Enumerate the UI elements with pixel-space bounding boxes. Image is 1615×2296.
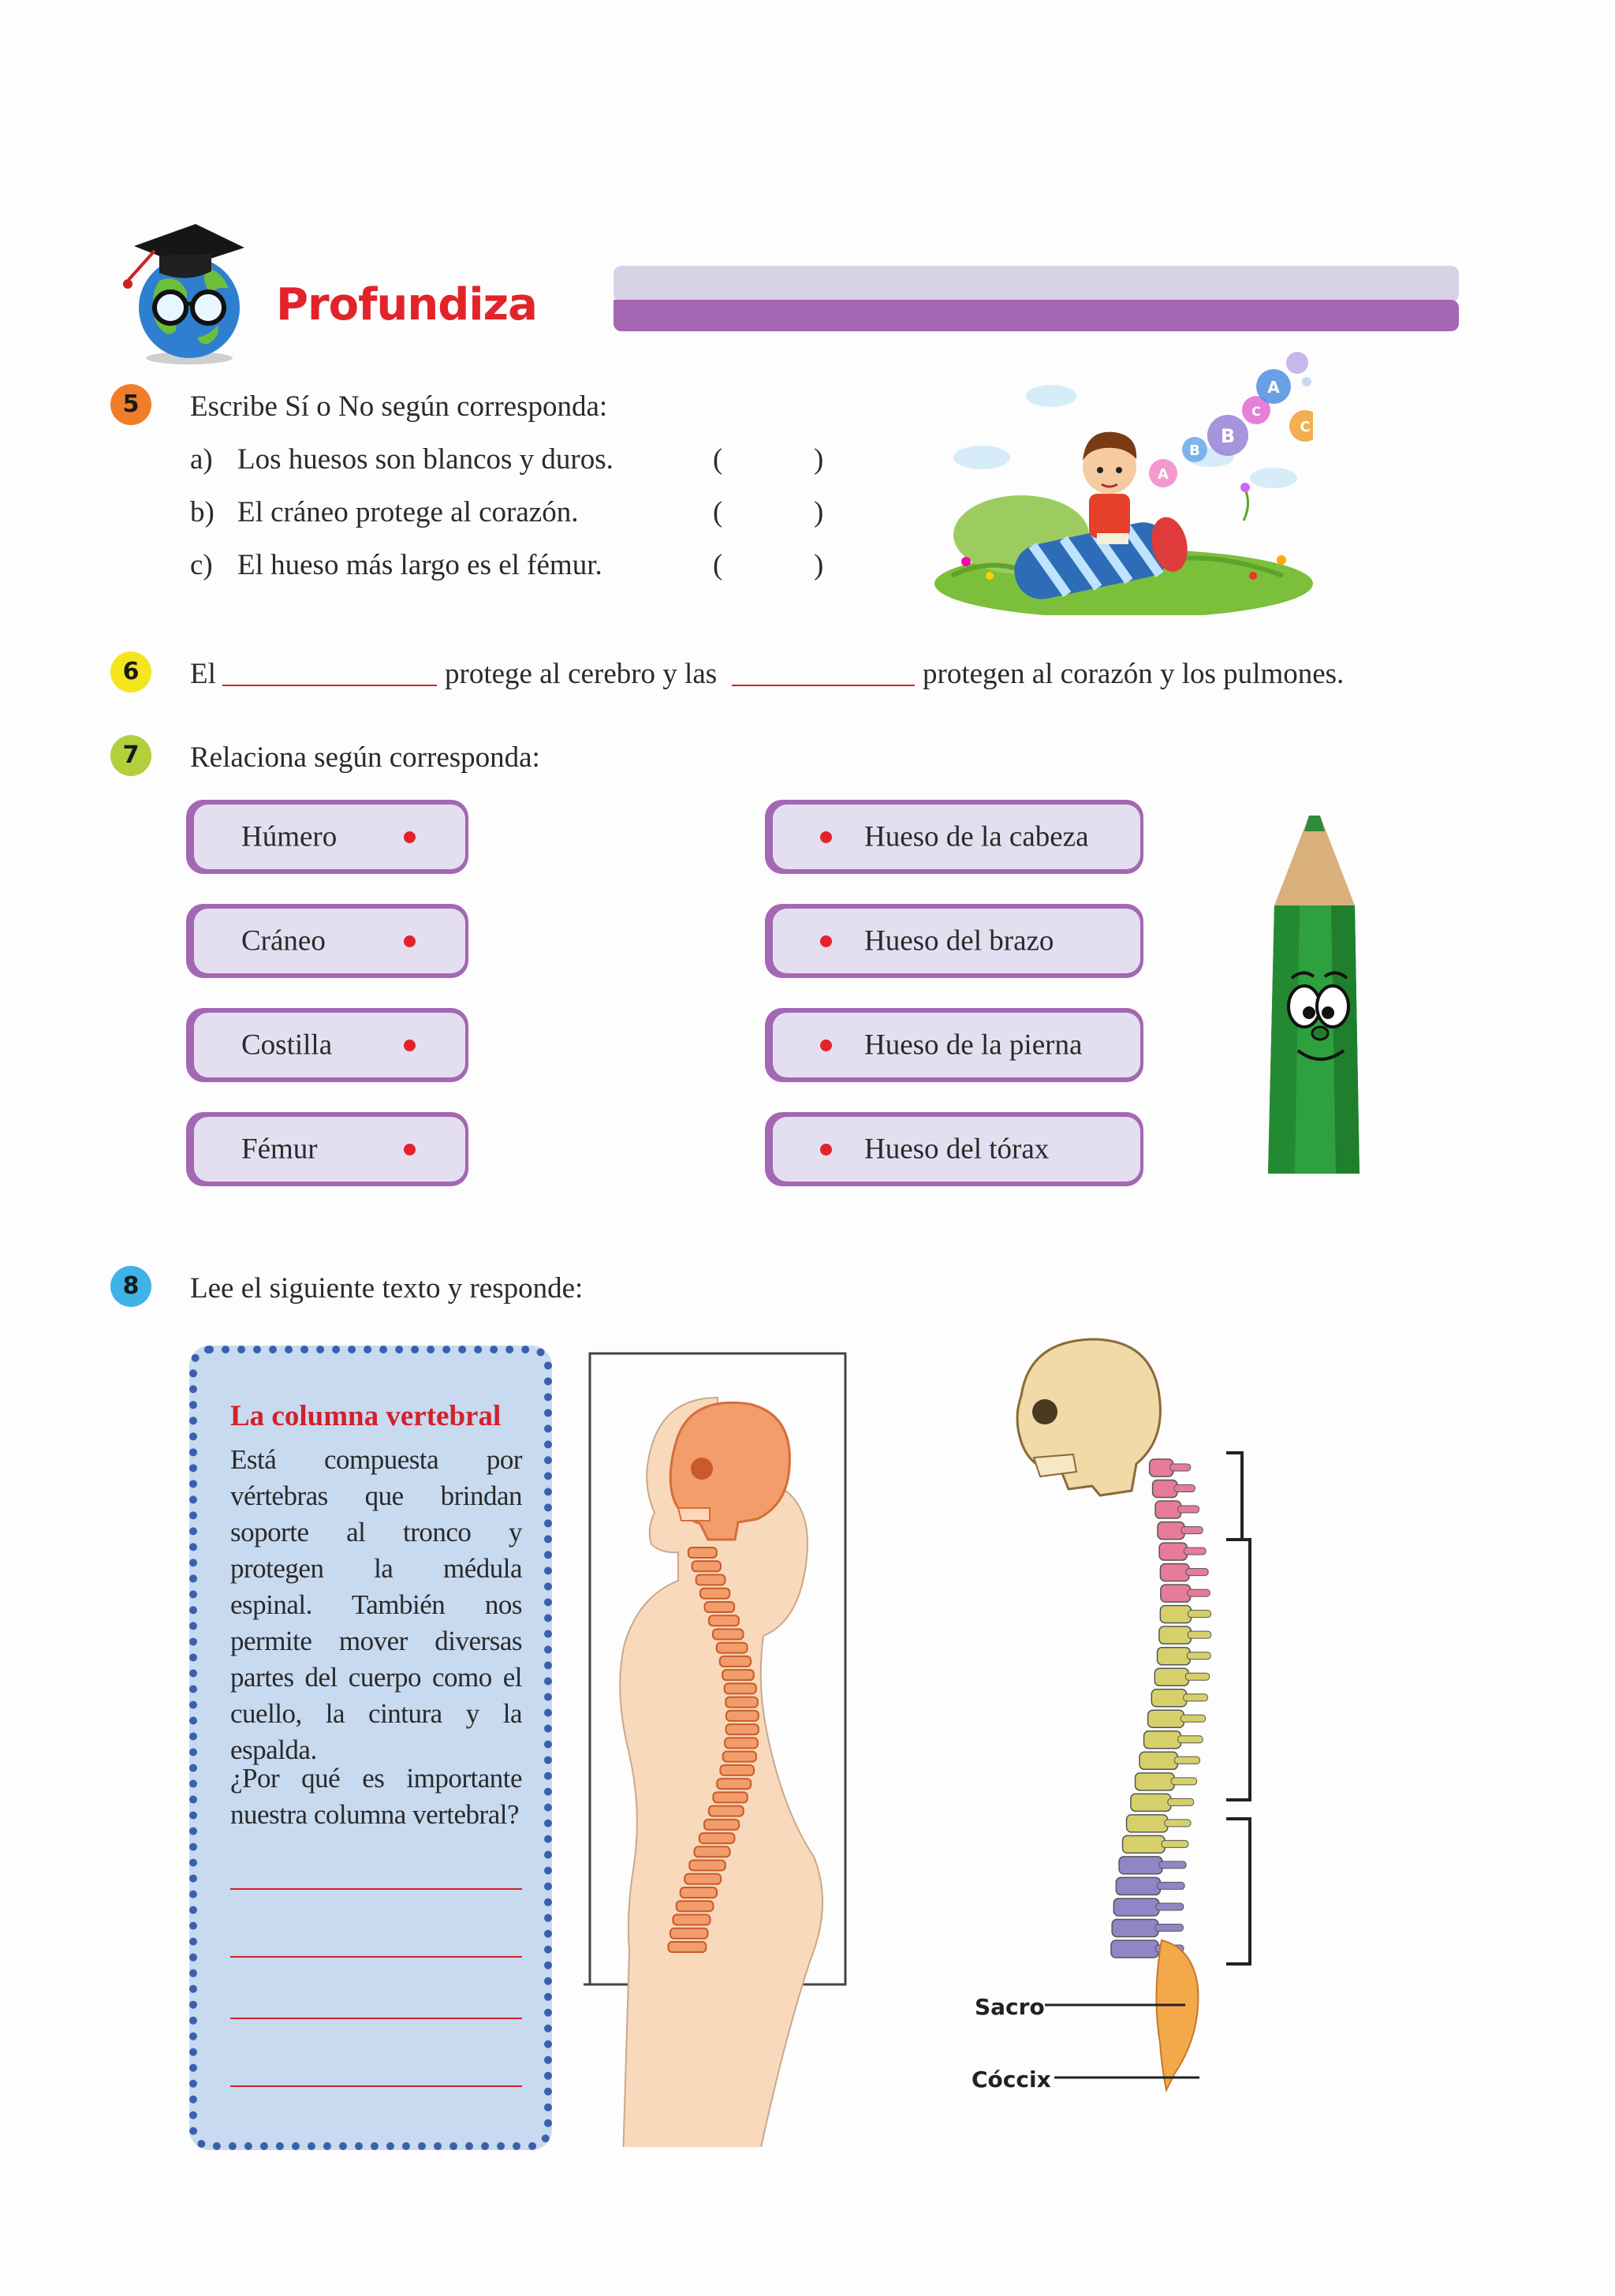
vertebra-process-shape: [1185, 1673, 1209, 1680]
match-left-craneo[interactable]: [186, 904, 468, 978]
vertebra-shape: [1116, 1877, 1160, 1895]
vertebra-process-shape: [1174, 1485, 1195, 1492]
vertebra-shape: [723, 1752, 756, 1762]
match-right-cabeza[interactable]: [765, 800, 1143, 874]
vertebra-process-shape: [1156, 1903, 1184, 1910]
pencil-character-illustration: [1260, 811, 1371, 1182]
match-dot[interactable]: [404, 1040, 416, 1051]
vertebra-shape: [720, 1656, 751, 1667]
bubble-letter: C: [1251, 404, 1261, 419]
vertebra-shape: [692, 1561, 721, 1571]
match-left-humero[interactable]: [186, 800, 468, 874]
match-dot[interactable]: [404, 831, 416, 843]
q7-prompt: Relaciona según corresponda:: [190, 741, 540, 774]
vertebra-shape: [1127, 1815, 1168, 1832]
child-reading-illustration: [934, 339, 1313, 615]
vertebra-shape: [684, 1874, 721, 1884]
q5-item-a-letter: a): [190, 443, 213, 476]
q5-item-a-close: ): [814, 443, 824, 476]
match-right-label: Hueso del tórax: [864, 1133, 1050, 1166]
section-title: Profundiza: [276, 279, 537, 330]
vertebra-shape: [720, 1765, 754, 1775]
q5-item-a-text: Los huesos son blancos y duros.: [237, 443, 614, 476]
vertebra-shape: [1155, 1501, 1181, 1518]
answer-line-4[interactable]: [230, 2085, 522, 2087]
q6-blank-1[interactable]: [222, 659, 437, 686]
vertebra-shape: [677, 1901, 714, 1911]
header-bar-light: [614, 266, 1459, 302]
vertebra-shape: [1158, 1522, 1184, 1540]
vertebra-shape: [1144, 1731, 1181, 1749]
bubble-letter: A: [1267, 378, 1280, 397]
vertebra-shape: [717, 1779, 751, 1789]
vertebra-shape: [670, 1928, 708, 1939]
vertebra-shape: [713, 1792, 747, 1802]
vertebra-shape: [1136, 1773, 1175, 1790]
vertebra-shape: [696, 1574, 725, 1585]
vertebra-shape: [689, 1861, 725, 1871]
q5-item-c-text: El hueso más largo es el fémur.: [237, 549, 602, 581]
vertebra-shape: [726, 1724, 759, 1734]
vertebra-shape: [673, 1915, 710, 1925]
vertebra-shape: [713, 1629, 743, 1639]
vertebra-process-shape: [1188, 1611, 1211, 1618]
vertebra-shape: [1159, 1543, 1187, 1560]
q5-item-a-answer[interactable]: [732, 439, 811, 476]
vertebra-process-shape: [1170, 1464, 1191, 1471]
vertebra-process-shape: [1174, 1757, 1199, 1764]
vertebra-process-shape: [1187, 1652, 1210, 1659]
vertebra-shape: [725, 1683, 756, 1693]
answer-line-3[interactable]: [230, 2018, 522, 2019]
header-bar-dark: [614, 300, 1459, 331]
label-coccix: Cóccix: [972, 2066, 1051, 2093]
vertebra-process-shape: [1171, 1778, 1197, 1785]
vertebra-shape: [699, 1833, 735, 1843]
vertebra-shape: [709, 1806, 744, 1816]
vertebra-shape: [1161, 1585, 1191, 1602]
q6-text-2: protege al cerebro y las: [445, 658, 718, 690]
match-left-costilla[interactable]: [186, 1008, 468, 1082]
vertebra-process-shape: [1186, 1569, 1208, 1576]
vertebra-shape: [705, 1602, 735, 1612]
answer-line-2[interactable]: [230, 1956, 522, 1958]
bubble-letter: A: [1158, 466, 1169, 483]
vertebra-shape: [700, 1589, 729, 1599]
q5-item-c-answer[interactable]: [732, 544, 811, 582]
vertebra-shape: [1159, 1626, 1191, 1644]
vertebra-shape: [717, 1643, 748, 1653]
q6-blank-2[interactable]: [732, 659, 915, 686]
vertebra-process-shape: [1165, 1820, 1191, 1827]
vertebra-shape: [1160, 1606, 1191, 1623]
vertebra-shape: [704, 1820, 739, 1830]
reading-box: [189, 1346, 552, 2150]
q6-text-3: protegen al corazón y los pulmones.: [923, 658, 1345, 690]
human-spine-side-illustration: [584, 1350, 852, 2147]
match-right-torax[interactable]: [765, 1112, 1143, 1186]
vertebra-process-shape: [1168, 1798, 1194, 1805]
match-right-pierna[interactable]: [765, 1008, 1143, 1082]
match-left-label: Costilla: [241, 1029, 333, 1062]
question-number-8: 8: [110, 1266, 151, 1307]
vertebra-shape: [1113, 1898, 1158, 1916]
vertebra-shape: [726, 1711, 759, 1721]
q5-item-b-letter: b): [190, 496, 214, 528]
match-right-brazo[interactable]: [765, 904, 1143, 978]
vertebra-shape: [688, 1547, 717, 1558]
match-right-label: Hueso del brazo: [864, 924, 1054, 958]
bubble-letter: B: [1220, 425, 1236, 447]
q5-item-c-open: (: [713, 549, 723, 581]
vertebra-process-shape: [1162, 1840, 1188, 1847]
vertebra-shape: [1139, 1752, 1177, 1769]
question-number-5: 5: [110, 384, 151, 425]
q5-item-b-text: El cráneo protege al corazón.: [237, 496, 579, 528]
match-dot[interactable]: [404, 935, 416, 947]
q5-prompt: Escribe Sí o No según corresponda:: [190, 390, 608, 423]
match-dot[interactable]: [820, 935, 832, 947]
match-right-label: Hueso de la pierna: [864, 1029, 1083, 1062]
answer-line-1[interactable]: [230, 1888, 522, 1890]
vertebra-process-shape: [1159, 1861, 1186, 1869]
match-dot[interactable]: [820, 1144, 832, 1155]
vertebra-process-shape: [1184, 1547, 1206, 1555]
vertebra-shape: [1119, 1857, 1162, 1874]
vertebra-shape: [1153, 1480, 1177, 1498]
vertebra-process-shape: [1178, 1506, 1199, 1513]
match-dot[interactable]: [820, 831, 832, 843]
question-number-6: 6: [110, 651, 151, 693]
vertebra-shape: [709, 1615, 739, 1626]
vertebra-shape: [722, 1670, 754, 1680]
q5-item-b-answer[interactable]: [732, 491, 811, 529]
match-left-label: Fémur: [241, 1133, 318, 1166]
vertebra-shape: [1160, 1564, 1189, 1581]
q6-text-1: El: [190, 658, 216, 690]
vertebra-shape: [668, 1942, 706, 1952]
colored-spine-illustration: [966, 1325, 1297, 2106]
vertebra-process-shape: [1178, 1736, 1203, 1743]
match-dot[interactable]: [404, 1144, 416, 1155]
q8-prompt: Lee el siguiente texto y responde:: [190, 1272, 584, 1305]
q5-item-b-close: ): [814, 496, 824, 528]
q5-item-a-open: (: [713, 443, 723, 476]
vertebra-shape: [1158, 1648, 1191, 1665]
label-sacro: Sacro: [975, 1994, 1045, 2020]
match-left-label: Cráneo: [241, 924, 326, 958]
match-dot[interactable]: [820, 1040, 832, 1051]
vertebra-process-shape: [1181, 1527, 1203, 1534]
vertebra-shape: [1112, 1919, 1158, 1936]
vertebra-shape: [1111, 1940, 1158, 1958]
vertebra-shape: [725, 1738, 758, 1748]
vertebra-shape: [725, 1697, 758, 1708]
match-right-label: Hueso de la cabeza: [864, 820, 1089, 853]
vertebra-process-shape: [1155, 1924, 1184, 1931]
vertebra-process-shape: [1184, 1694, 1208, 1701]
match-left-femur[interactable]: [186, 1112, 468, 1186]
vertebra-shape: [1131, 1794, 1171, 1811]
vertebra-process-shape: [1188, 1589, 1210, 1596]
vertebra-shape: [1148, 1710, 1184, 1727]
reading-title: La columna vertebral: [230, 1400, 502, 1432]
vertebra-shape: [1151, 1689, 1186, 1707]
graduation-globe-icon: [110, 219, 252, 369]
match-left-label: Húmero: [241, 820, 338, 853]
bubble-letter: B: [1189, 442, 1200, 459]
vertebra-shape: [1154, 1668, 1188, 1686]
q5-item-b-open: (: [713, 496, 723, 528]
vertebra-shape: [694, 1846, 729, 1857]
reading-question: ¿Por qué es importante nuestra columna vertebral?: [230, 1763, 522, 1830]
reading-body: Está compuesta por vértebras que brindan soporte al tronco y protegen la médula espinal. También nos permite mover diversas partes del cuerpo como el cuello, la cintura y la espalda.: [230, 1444, 522, 1765]
q5-item-c-letter: c): [190, 549, 213, 581]
vertebra-process-shape: [1180, 1715, 1205, 1722]
question-number-7: 7: [110, 735, 151, 776]
vertebra-shape: [1123, 1835, 1165, 1853]
vertebra-shape: [681, 1887, 717, 1898]
bubble-letter: C: [1300, 419, 1311, 435]
vertebra-process-shape: [1188, 1631, 1210, 1638]
q5-item-c-close: ): [814, 549, 824, 581]
vertebra-process-shape: [1157, 1882, 1184, 1889]
